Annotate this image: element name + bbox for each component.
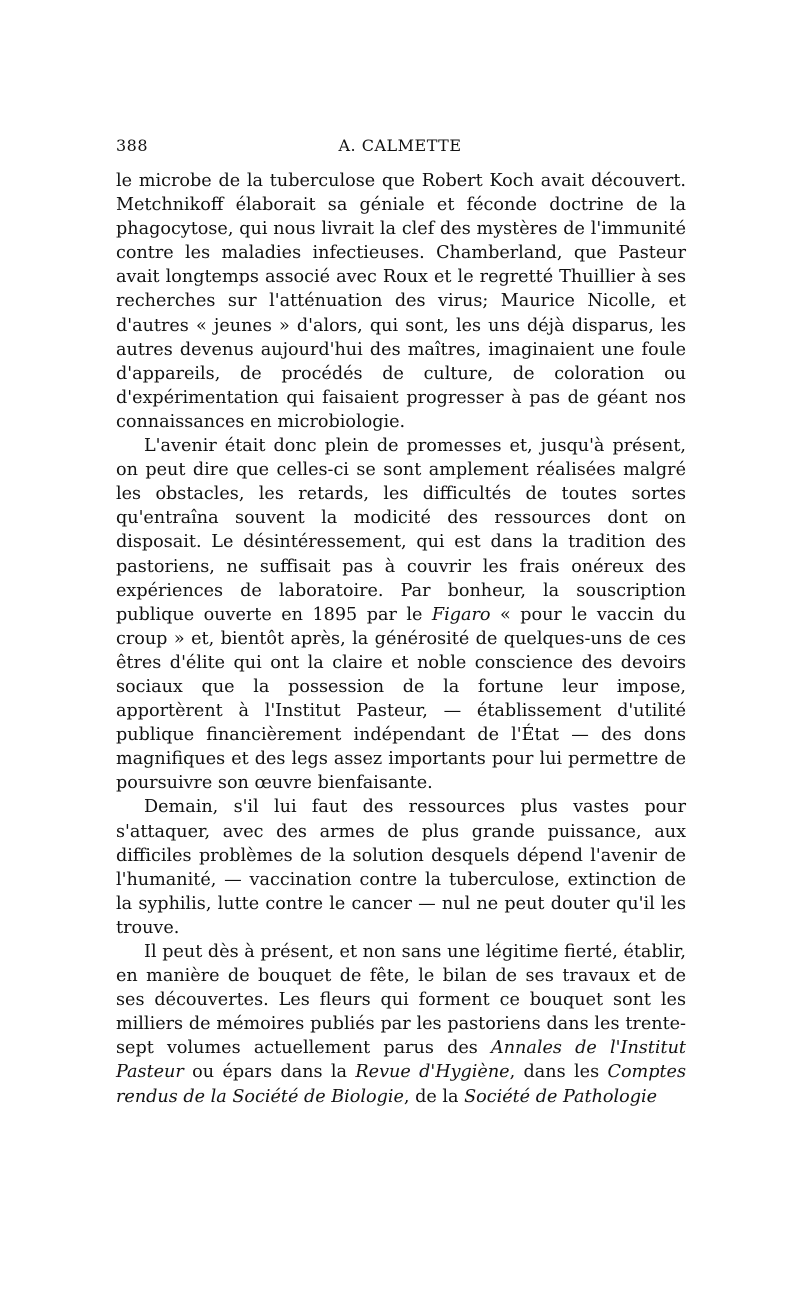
paragraph [116, 169, 686, 434]
italic-title: Annales de l'Institut Pasteur [116, 1038, 686, 1083]
text-segment: , de la [403, 1086, 465, 1107]
text-segment: le microbe de la tuberculose que Robert Koch avait découvert. Metchnikoff élaborait sa géniale et féconde doctrine de la phagocytose, qui nous livrait la clef des mystères de l'immunité contre les maladies infectieuses. Chamberland, que Pasteur avait longtemps associé avec Roux et le regretté Thuillier à ses recherches sur l'atténuation des virus; Maurice Nicolle, et d'autres « jeunes » d'alors, qui sont, les uns déjà disparus, les autres devenus aujourd'hui des maîtres, imaginaient une foule d'appareils, de procédés de culture, de coloration ou d'expérimentation qui faisaient progresser à pas de géant nos connaissances en microbiologie. [116, 171, 686, 432]
text-segment: Demain, s'il lui faut des ressources plus vastes pour s'attaquer, avec des armes de plus grande puissance, aux difficiles problèmes de la solution desquels dépend l'avenir de l'humanité, — vaccination contre la tuberculose, extinction de la syphilis, lutte contre le cancer — nul ne peut douter qu'il les trouve. [116, 797, 686, 938]
italic-title: Revue d'Hygiène [355, 1062, 510, 1083]
body-text [116, 169, 686, 1109]
italic-title: Figaro [431, 604, 491, 625]
paragraph [116, 434, 686, 795]
text-segment: Il peut dès à présent, et non sans une légitime fierté, établir, en manière de bouquet de fête, le bilan de ses travaux et de ses découvertes. Les fleurs qui forment ce bouquet sont les milliers de mémoires publiés par les pastoriens dans les trente-sept volumes actuellement parus des [116, 942, 686, 1059]
running-head [116, 136, 684, 160]
italic-title: Société de Pathologie [464, 1086, 658, 1107]
text-segment: ou épars dans la [183, 1062, 356, 1083]
paragraph [116, 940, 686, 1109]
text-segment: , dans les [509, 1062, 608, 1083]
paragraph [116, 795, 686, 940]
italic-title: Comptes rendus de la Société de Biologie [116, 1062, 686, 1107]
text-segment: L'avenir était donc plein de promesses et, jusqu'à présent, on peut dire que celles-ci se sont amplement réalisées malgré les obstacles, les retards, les difficultés de toutes sortes qu'entraîna souvent la modicité des ressources dont on disposait. Le désintéressement, qui est dans la tradition des pastoriens, ne suffisait pas à couvrir les frais onéreux des expériences de laboratoire. Par bonheur, la souscription publique ouverte en 1895 par le [116, 436, 686, 625]
page-number: 388 [116, 136, 149, 155]
text-segment: « pour le vaccin du croup » et, bientôt après, la générosité de quelques-uns de ces êtres d'élite qui ont la claire et noble conscience des devoirs sociaux que la possession de la fortune leur impose, apportèrent à l'Institut Pasteur, — établissement d'utilité publique financièrement indépendant de l'État — des dons magnifiques et des legs assez importants pour lui permettre de poursuivre son œuvre bienfaisante. [116, 604, 686, 794]
running-title: A. CALMETTE [338, 136, 462, 155]
